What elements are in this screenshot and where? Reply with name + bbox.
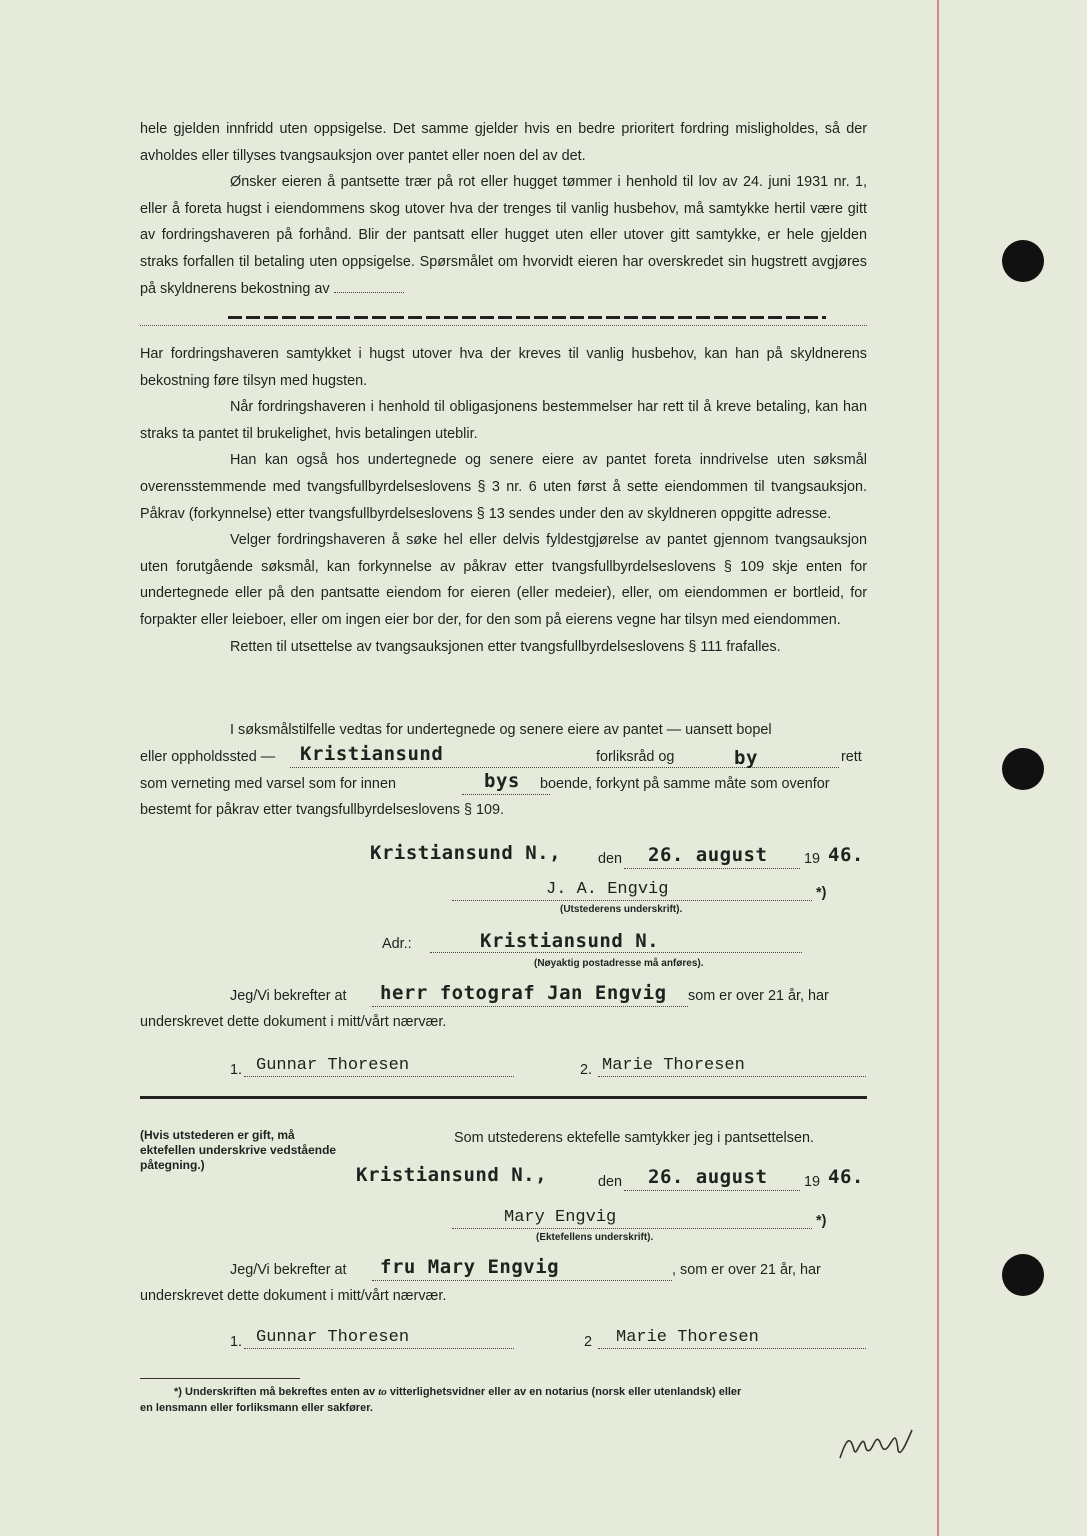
signing-date-row: Kristiansund N., den 26. august 19 46.	[370, 842, 864, 867]
confirm-row: Jeg/Vi bekrefter at herr fotograf Jan Engvig som er over 21 år, har	[140, 982, 867, 1010]
spouse-confirm-row: Jeg/Vi bekrefter at fru Mary Engvig , som er over 21 år, har	[140, 1256, 867, 1284]
venue-line-3: som verneting med varsel som for innen bys boende, forkynt på samme måte som ovenfor	[140, 770, 867, 798]
witness-signature: Gunnar Thoresen	[256, 1328, 410, 1347]
footnote-rule	[140, 1378, 300, 1379]
spouse-date-row: Kristiansund N., den 26. august 19 46.	[356, 1164, 864, 1190]
venue-line-2: eller oppholdssted — Kristiansund forliksråd og by rett	[140, 743, 862, 769]
confirmed-name: herr fotograf Jan Engvig	[380, 982, 667, 1004]
registrar-signature	[836, 1420, 916, 1468]
paragraph: Ønsker eieren å pantsette trær på rot eller hugget tømmer i henhold til lov av 24. juni 1931 nr. 1, eller å foreta hugst i eiendommens skog utover hva der trenges til vanlig husbehov, må samtykke hertil være gitt av fordringshaveren på forhånd. Blir der pantsatt eller hugget uten eller utover gitt samtykke, er hele gjelden straks forfallen til betaling uten oppsigelse. Spørsmålet om hvorvidt eieren har overskredet sin hugstrett avgjøres på skyldnerens bekostning av	[140, 174, 867, 297]
paragraph: Retten til utsettelse av tvangsauksjonen etter tvangsfullbyrdelseslovens § 111 frafalles.	[230, 638, 781, 655]
body-section-1	[140, 116, 867, 302]
witness-signature: Marie Thoresen	[616, 1328, 759, 1347]
margin-rule	[937, 0, 939, 1536]
paragraph: Han kan også hos undertegnede og senere eiere av pantet foreta inndrivelse uten søksmål overensstemmende med tvangsfullbyrdelseslovens § 3 nr. 6 uten først å sette eiendommen til tvangsauksjon. Påkrav (forkynnelse) etter tvangsfullbyrdelseslovens § 13 sendes under den av skyldneren oppgitte adresse.	[140, 452, 867, 522]
paragraph: Velger fordringshaveren å søke hel eller delvis fyldestgjørelse av pantet gjennom tvangsauksjon uten forutgående søksmål, kan forkynnelse av påkrav etter tvangsfullbyrdelseslovens § 109 skje enten for undertegnede eller på den pantsatte eiendom for eieren (eller medeier), eller, om eiendommen er bortleid, for forpakter eller leieboer, eller om ingen eier bor der, for den som på eierens vegne har tilsyn med eiendommen.	[140, 532, 867, 628]
punch-hole	[1002, 240, 1044, 282]
venue-line-4: bestemt for påkrav etter tvangsfullbyrdelseslovens § 109.	[140, 802, 504, 818]
paragraph: hele gjelden innfridd uten oppsigelse. Det samme gjelder hvis en bedre prioritert fordring misligholdes, så der avholdes eller tillyses tvangsauksjon over pantet eller noen del av det.	[140, 121, 867, 164]
venue-court: by	[734, 747, 758, 769]
paragraph: Har fordringshaveren samtykket i hugst utover hva der kreves til vanlig husbehov, kan han på skyldnerens bekostning føre tilsyn med hugsten.	[140, 346, 867, 389]
section-rule	[140, 1096, 867, 1099]
paragraph: Når fordringshaveren i henhold til obligasjonens bestemmelser har rett til å kreve betaling, kan han straks ta pantet til brukelighet, hvis betalingen uteblir.	[140, 399, 867, 442]
spouse-confirm-line-2: underskrevet dette dokument i mitt/vårt nærvær.	[140, 1288, 447, 1304]
spouse-signature: Mary Engvig	[504, 1208, 617, 1227]
spouse-note: (Hvis utstederen er gift, må ektefellen underskrive vedstående påtegning.)	[140, 1128, 337, 1172]
venue-place: Kristiansund	[300, 743, 444, 765]
witness-row: 1. Gunnar Thoresen 2. Marie Thoresen	[140, 1054, 867, 1082]
address-row: Adr.: Kristiansund N. (Nøyaktig postadresse må anføres).	[140, 930, 867, 970]
punch-hole	[1002, 748, 1044, 790]
spouse-signature-row: Mary Engvig *) (Ektefellens underskrift).	[140, 1208, 867, 1236]
venue-word: bys	[484, 770, 520, 792]
body-section-2	[140, 341, 867, 660]
witness-signature: Gunnar Thoresen	[256, 1056, 410, 1075]
dashed-rule	[228, 316, 826, 319]
issuer-address: Kristiansund N.	[480, 930, 660, 952]
confirm-line-2: underskrevet dette dokument i mitt/vårt nærvær.	[140, 1014, 447, 1030]
spouse-confirmed-name: fru Mary Engvig	[380, 1256, 560, 1278]
witness-signature: Marie Thoresen	[602, 1056, 745, 1075]
spouse-consent-row: Som utstederens ektefelle samtykker jeg i pantsettelsen.	[454, 1130, 814, 1146]
issuer-signature: J. A. Engvig	[546, 880, 669, 899]
punch-hole	[1002, 1254, 1044, 1296]
dotted-rule	[140, 325, 867, 326]
footnote: *) Underskriften må bekreftes enten av to vitterlighetsvidner eller av en notarius (norsk eller utenlandsk) eller en lensmann eller forliksmann eller sakfører.	[140, 1386, 742, 1414]
spouse-witness-row: 1. Gunnar Thoresen 2 Marie Thoresen	[140, 1326, 867, 1354]
signature-row: J. A. Engvig *) (Utstederens underskrift).	[140, 880, 867, 908]
venue-line-1: I søksmålstilfelle vedtas for undertegnede og senere eiere av pantet — uansett bopel	[230, 722, 772, 738]
